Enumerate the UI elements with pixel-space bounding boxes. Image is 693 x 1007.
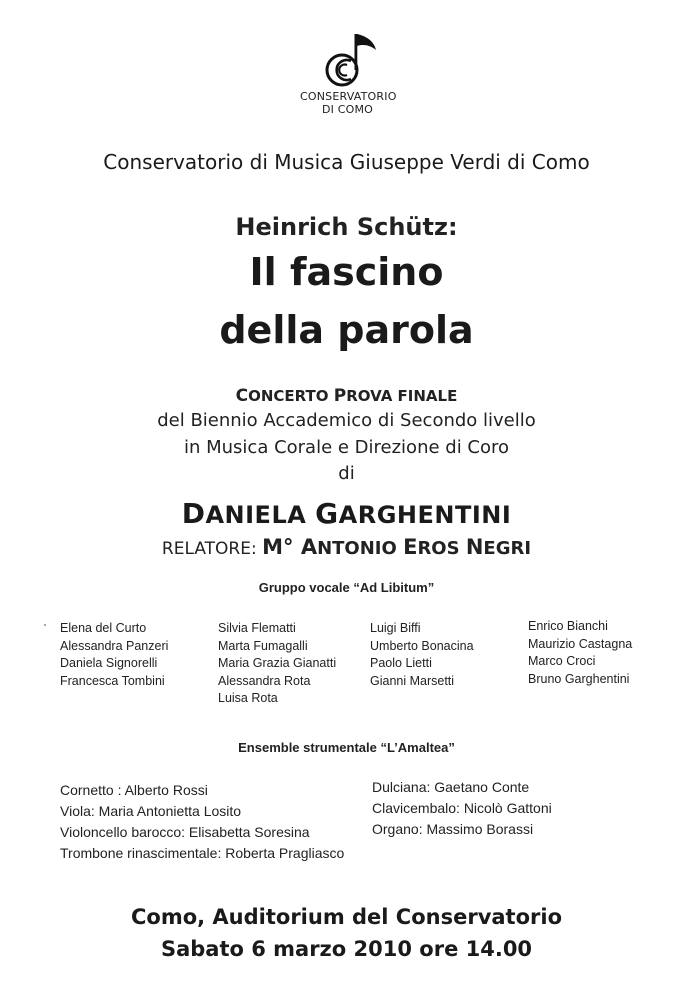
composer-name: Heinrich Schütz: bbox=[235, 213, 458, 241]
description-line-3: di bbox=[338, 463, 355, 484]
scan-speck bbox=[44, 624, 46, 626]
relatore-cap-1: A bbox=[300, 535, 318, 559]
singer-name: Maria Grazia Gianatti bbox=[218, 656, 337, 670]
performer-rest-2: ARGHENTINI bbox=[338, 501, 512, 529]
singer-name: Paolo Lietti bbox=[370, 656, 432, 670]
singer-name: Luigi Biffi bbox=[370, 621, 421, 635]
instrumentalist: Violoncello barocco: Elisabetta Soresina bbox=[60, 824, 310, 840]
relatore-cap-3: N bbox=[465, 535, 484, 559]
relatore-rest-1: NTONIO bbox=[317, 538, 404, 559]
vocal-group-title: Gruppo vocale “Ad Libitum” bbox=[258, 580, 435, 595]
conservatorio-logo-icon bbox=[318, 30, 378, 90]
singer-name: Enrico Bianchi bbox=[528, 619, 608, 633]
instrumentalist: Cornetto : Alberto Rossi bbox=[60, 782, 208, 798]
logo-line-2: DI COMO bbox=[321, 103, 374, 116]
ensemble-title: Ensemble strumentale “L’Amaltea” bbox=[238, 740, 455, 755]
singer-name: Silvia Flematti bbox=[218, 621, 296, 635]
performer-cap-2: G bbox=[315, 497, 339, 530]
singer-name: Alessandra Rota bbox=[218, 673, 311, 688]
singer-name: Francesca Tombini bbox=[60, 673, 165, 688]
singer-name: Marco Croci bbox=[528, 654, 596, 668]
singer-name: Alessandra Panzeri bbox=[60, 638, 169, 653]
relatore-rest-2: ROS bbox=[417, 538, 466, 559]
singer-name: Luisa Rota bbox=[218, 691, 278, 705]
instrumentalist: Clavicembalo: Nicolò Gattoni bbox=[372, 800, 552, 816]
concert-heading bbox=[0, 386, 693, 406]
instrumentalist: Organo: Massimo Borassi bbox=[372, 821, 534, 837]
concert-cap-1: C bbox=[235, 386, 249, 406]
singer-name: Gianni Marsetti bbox=[370, 673, 455, 688]
singer-name: Marta Fumagalli bbox=[218, 638, 308, 653]
singers-column-4 bbox=[528, 618, 632, 688]
relatore-line bbox=[0, 535, 693, 559]
performer-cap-1: D bbox=[181, 497, 206, 530]
venue: Como, Auditorium del Conservatorio bbox=[130, 905, 562, 929]
performer-name bbox=[0, 497, 693, 530]
relatore-label: RELATORE: bbox=[161, 539, 263, 559]
logo-line-1: CONSERVATORIO bbox=[300, 90, 397, 103]
concert-cap-2: P bbox=[333, 386, 347, 406]
description-line-1: del Biennio Accademico di Secondo livello bbox=[157, 410, 536, 431]
singers-column-3 bbox=[370, 620, 474, 690]
performer-rest-1: ANIELA bbox=[205, 501, 316, 529]
event-title-line-1: Il fascino bbox=[249, 250, 444, 294]
instruments-right bbox=[372, 777, 552, 840]
singer-name: Elena del Curto bbox=[60, 621, 147, 635]
singers-column-1 bbox=[60, 620, 168, 690]
instrumentalist: Viola: Maria Antonietta Losito bbox=[60, 803, 242, 819]
event-date: Sabato 6 marzo 2010 ore 14.00 bbox=[160, 937, 533, 961]
relatore-title: M° bbox=[262, 535, 301, 559]
institution-name: Conservatorio di Musica Giuseppe Verdi di Como bbox=[103, 150, 590, 174]
relatore-cap-2: E bbox=[403, 535, 418, 559]
instruments-left bbox=[60, 780, 344, 864]
description-line-2: in Musica Corale e Direzione di Coro bbox=[183, 437, 510, 458]
singer-name: Umberto Bonacina bbox=[370, 638, 474, 653]
conservatorio-logo bbox=[300, 30, 395, 116]
singer-name: Bruno Garghentini bbox=[528, 671, 630, 686]
singer-name: Daniela Signorelli bbox=[60, 656, 158, 670]
concert-rest-2: ROVA FINALE bbox=[346, 387, 458, 405]
relatore-rest-3: EGRI bbox=[483, 538, 532, 559]
instrumentalist: Trombone rinascimentale: Roberta Pragliasco bbox=[60, 845, 345, 861]
instrumentalist: Dulciana: Gaetano Conte bbox=[372, 779, 530, 795]
event-title-line-2: della parola bbox=[219, 308, 474, 352]
singers-column-2 bbox=[218, 620, 336, 708]
singer-name: Maurizio Castagna bbox=[528, 636, 633, 651]
concert-rest-1: ONCERTO bbox=[248, 387, 334, 405]
